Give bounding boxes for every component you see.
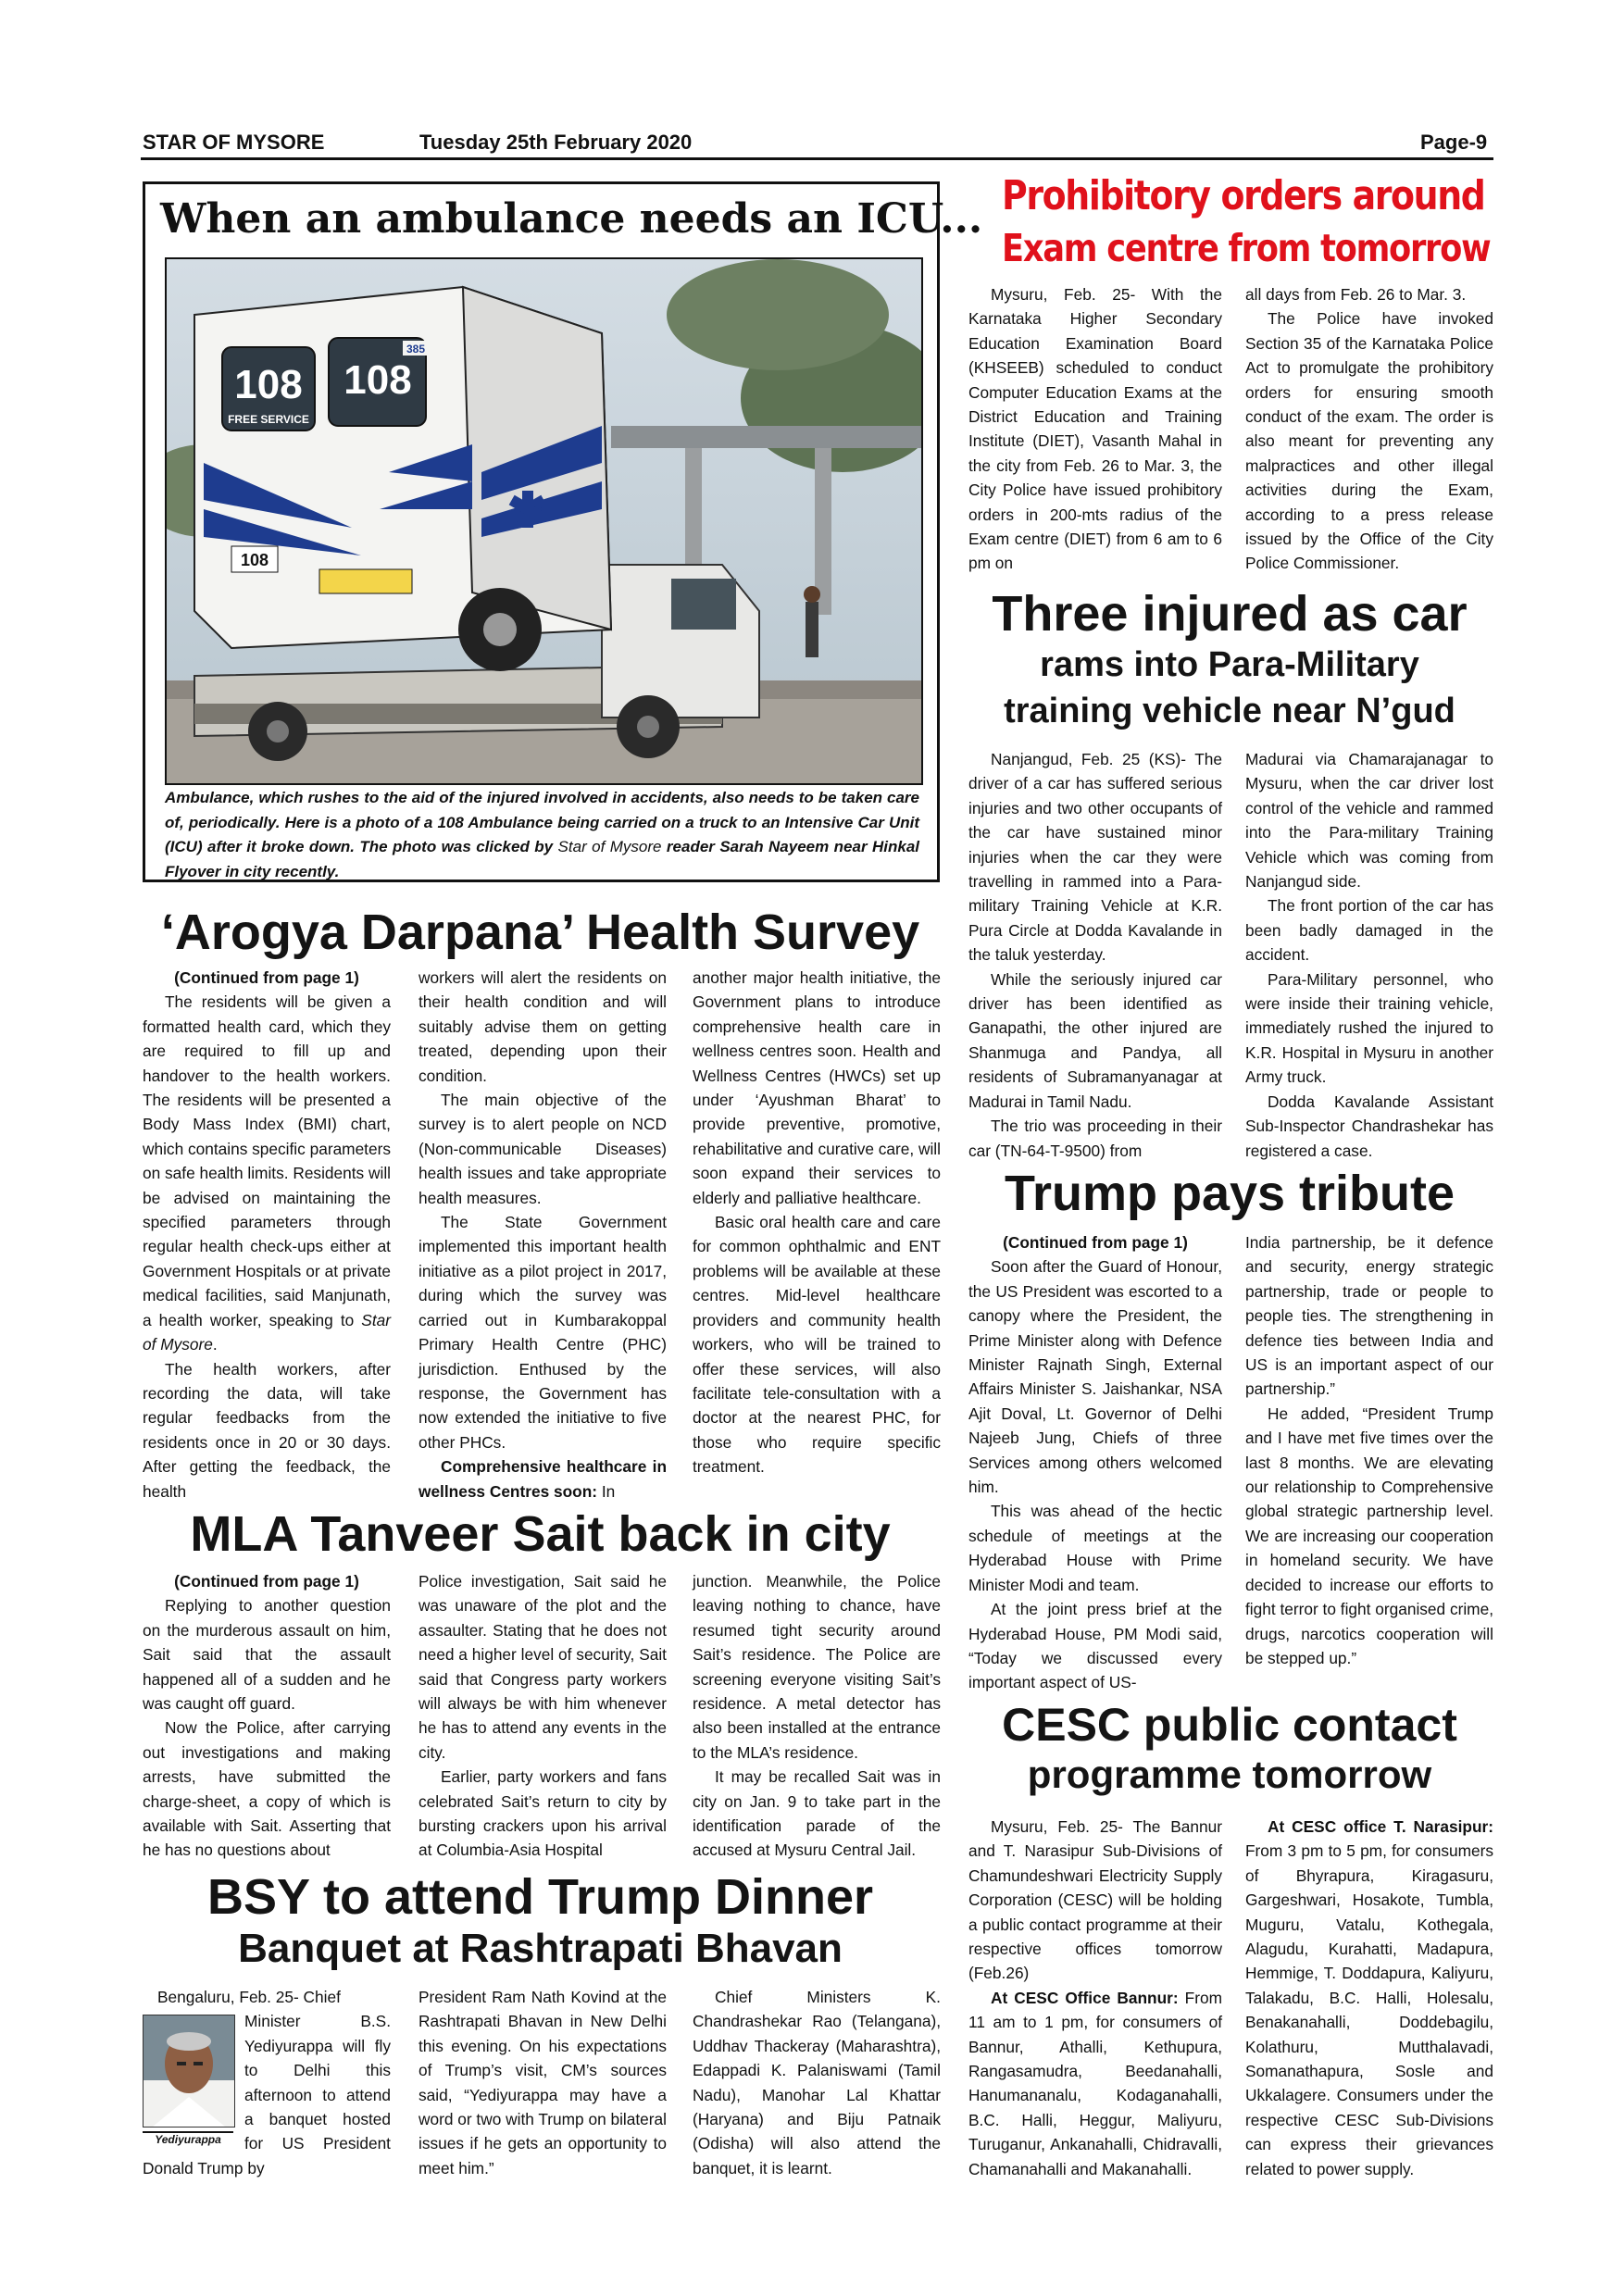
trump-tribute-col2-p1: India partnership, be it defence and security, energy strategic partnership, trade or people to people ties. The strengthening in defence ties between India and US is an important aspect of our partnership.” xyxy=(1245,1233,1493,1399)
photo-label-385: 385 xyxy=(406,343,426,356)
arogya-col1-p2: The health workers, after recording the data, will take regular feedbacks from the residents once in 20 or 30 days. After getting the feedback, the health xyxy=(143,1359,391,1501)
bsy-col1-first: Bengaluru, Feb. 25- Chief xyxy=(157,1988,341,2006)
yediyurappa-photo-caption: Yediyurappa xyxy=(143,2131,233,2146)
ambulance-photo xyxy=(165,257,923,785)
arogya-col2-p1: workers will alert the residents on their health condition and will suitably advise them on getting treated, depending upon their condition. xyxy=(418,968,667,1085)
arogya-col2-p2: The main objective of the survey is to alert people on NCD (Non-communicable Diseases) health issues and take appropriate health measures. xyxy=(418,1091,667,1207)
cesc-col-2 xyxy=(1245,1815,1493,2181)
page-number: Page-9 xyxy=(1420,131,1488,154)
three-injured-col1-p2: While the seriously injured car driver has been identified as Ganapathi, the other injured are Shanmuga and Pandya, all residents of Subramanyanagar at Madurai in Tamil Nadu. xyxy=(968,969,1222,1111)
arogya-subhead: Comprehensive healthcare in wellness Centres soon: xyxy=(418,1457,667,1501)
tanveer-col1-p2: Now the Police, after carrying out investigations and making arrests, have submitted the charge-sheet, a copy of which is available with Sait. Asserting that he has no questions about xyxy=(143,1718,391,1860)
photo-caption-source: Star of Mysore xyxy=(557,838,662,855)
tanveer-col3-p1: junction. Meanwhile, the Police leaving nothing to chance, have resumed tight security around Sait’s residence. The Police are screening everyone visiting Sait’s residence. A metal detector has also been installed at the entrance to the MLA’s residence. xyxy=(693,1572,941,1762)
arogya-col3-p2: Basic oral health care and care for common ophthalmic and ENT problems will be available at these centres. Mid-level healthcare providers and community health workers, who will be trained to offer these services, will also facilitate tele-consultation with a doctor at the nearest PHC, for those who require specific treatment. xyxy=(693,1213,941,1477)
arogya-col2-p4-text: In xyxy=(597,1481,616,1501)
cesc-headline-1: CESC public contact xyxy=(1002,1699,1457,1751)
bsy-headline-1: BSY to attend Trump Dinner xyxy=(206,1869,874,1925)
three-injured-col2-p1: Madurai via Chamarajanagar to Mysuru, when the car driver lost control of the vehicle and rammed into the Para-military Training Vehicle which was coming from Nanjangud side. xyxy=(1245,750,1493,892)
three-injured-col2-p4: Dodda Kavalande Assistant Sub-Inspector Chandrashekar has registered a case. xyxy=(1245,1092,1493,1160)
bsy-col-1 xyxy=(143,1985,391,2180)
bsy-col2-p1: President Ram Nath Kovind at the Rashtrapati Bhavan in New Delhi this evening. On his expectations of Trump’s visit, CM’s sources said, “Yediyurappa may have a word or two with Trump on bilateral issues if he gets an opportunity to meet him.” xyxy=(418,1988,667,2177)
three-injured-col2-p3: Para-Military personnel, who were inside their training vehicle, immediately rushed the injured to K.R. Hospital in Mysuru in another Army truck. xyxy=(1245,969,1493,1087)
trump-tribute-headline: Trump pays tribute xyxy=(1004,1166,1455,1221)
tanveer-continued: (Continued from page 1) xyxy=(174,1572,359,1591)
photo-feature-box xyxy=(143,181,983,882)
arogya-continued: (Continued from page 1) xyxy=(174,968,359,987)
trump-tribute-col-2 xyxy=(1245,1230,1493,1670)
trump-tribute-col2-p2: He added, “President Trump and I have met five times over the last 8 months. We are elevating our relationship to Comprehensive global strategic partnership level. We are increasing our cooperation in homeland security. We have decided to increase our efforts to fight terror to fight organised crime, drugs, narcotics cooperation will be stepped up.” xyxy=(1245,1404,1493,1667)
arogya-col-3 xyxy=(693,966,941,1479)
prohibitory-col-1 xyxy=(968,282,1222,576)
cesc-col2-p1 xyxy=(1245,1815,1493,2181)
bsy-col-2 xyxy=(418,1985,667,2180)
bsy-headline-2: Banquet at Rashtrapati Bhavan xyxy=(238,1926,843,1971)
cesc-col2-p1-text: From 3 pm to 5 pm, for consumers of Bhyrapura, Kiragasuru, Gargeshwari, Hosakote, Tumbla, Muguru, Vatalu, Kothegala, Alagudu, Kurahatti, Madapura, Hemmige, T. Doddapura, Kaliyuru, Talakadu, B.C. Halli, Holesalu, Benakanahalli, Doddebagilu, Kolathuru, Mutthalavadi, Somanathapura, Sosle and Ukkalagere. Consumers under the respective CESC Sub-Divisions can express their grievances related to power supply. xyxy=(1245,1841,1493,2178)
bsy-col3-p1: Chief Ministers K. Chandrashekar Rao (Telangana), Uddhav Thackeray (Maharashtra), Edappadi K. Palaniswami (Tamil Nadu), Manohar Lal Khattar (Haryana) and Biju Patnaik (Odisha) will also attend the banquet, it is learnt. xyxy=(693,1988,941,2177)
photo-caption-text-2: reader Sarah Nayeem near Hinkal Flyover in city recently. xyxy=(165,838,920,880)
three-injured-headline-3: training vehicle near N’gud xyxy=(1004,692,1455,730)
bsy-col1-wrap: Minister B.S. Yediyurappa will fly to Delhi this afternoon to attend a banquet hosted for US President Donald Trump by xyxy=(143,2012,391,2177)
prohibitory-col2-p2: The Police have invoked Section 35 of the Karnataka Police Act to promulgate the prohibitory orders for ensuring smooth conduct of the exam. The order is also meant for preventing any malpractices and other illegal activities during the Exam, according to a press release issued by the Office of the City Police Commissioner. xyxy=(1245,309,1493,573)
issue-date: Tuesday 25th February 2020 xyxy=(419,131,693,154)
trump-tribute-col-1 xyxy=(968,1230,1222,1695)
arogya-col1-p1 xyxy=(143,990,391,1356)
photo-label-108-right: 108 xyxy=(344,357,412,403)
prohibitory-col1-p1: Mysuru, Feb. 25- With the Karnataka Higher Secondary Education Examination Board (KHSEEB) scheduled to conduct Computer Education Exams at the District Education and Training Institute (DIET), Vasanth Mahal in the city from Feb. 26 to Mar. 3, the City Police have issued prohibitory orders in 200-mts radius of the Exam centre (DIET) from 6 am to 6 pm on xyxy=(968,285,1222,573)
arogya-col1-p1-text: The residents will be given a formatted health card, which they are required to fill up and handover to the health workers. The residents will be presented a Body Mass Index (BMI) chart, which contains specific parameters on safe health limits. Residents will be advised on maintaining the specified parameters through regular health check-ups either at Government Hospitals or at private medical facilities, said Manjunath, a health worker, speaking to xyxy=(143,992,391,1329)
yediyurappa-photo xyxy=(143,2015,233,2150)
photo-label-free-service: FREE SERVICE xyxy=(228,413,309,426)
trump-tribute-continued: (Continued from page 1) xyxy=(1003,1233,1188,1252)
arogya-col2-p3: The State Government implemented this important health initiative as a pilot project in 2017, during which the survey was carried out in Kumbarakoppal Primary Health Centre (PHC) jurisdiction. Enthused by the response, the Government has now extended the initiative to five other PHCs. xyxy=(418,1213,667,1452)
photo-label-108-sticker: 108 xyxy=(240,551,269,569)
tanveer-headline: MLA Tanveer Sait back in city xyxy=(190,1506,891,1562)
photo-feature-headline: When an ambulance needs an ICU... xyxy=(160,195,983,243)
arogya-col3-p1: another major health initiative, the Government plans to introduce comprehensive health care in wellness centres soon. Health and Wellness Centres (HWCs) set up under ‘Ayushman Bharat’ to provide preventive, promotive, rehabilitative and curative care, will soon expand their services to elderly and palliative healthcare. xyxy=(693,968,941,1207)
cesc-col1-p2 xyxy=(968,1986,1222,2181)
prohibitory-headline-1: Prohibitory orders around xyxy=(1002,172,1485,219)
tanveer-col1-p1: Replying to another question on the murderous assault on him, Sait said that the assault happened all of a sudden and he was caught off guard. xyxy=(143,1596,391,1714)
paper-name: STAR OF MYSORE xyxy=(143,131,325,154)
three-injured-headline-2: rams into Para-Military xyxy=(1040,645,1419,684)
cesc-headline-2: programme tomorrow xyxy=(1027,1753,1432,1796)
arogya-headline: ‘Arogya Darpana’ Health Survey xyxy=(160,905,920,960)
cesc-bannur-subhead: At CESC Office Bannur: xyxy=(991,1988,1179,2007)
prohibitory-headline-2: Exam centre from tomorrow xyxy=(1002,226,1491,270)
prohibitory-col-2 xyxy=(1245,282,1493,576)
cesc-col-1 xyxy=(968,1815,1222,2181)
cesc-col1-p1: Mysuru, Feb. 25- The Bannur and T. Narasipur Sub-Divisions of Chamundeshwari Electricity Supply Corporation (CESC) will be holding a public contact programme at their respective offices tomorrow (Feb.26) xyxy=(968,1817,1222,1983)
bsy-col-3 xyxy=(693,1985,941,2180)
trump-tribute-col1-p3: At the joint press brief at the Hyderabad House, PM Modi said, “Today we discussed every important aspect of US- xyxy=(968,1600,1222,1692)
three-injured-col1-p3: The trio was proceeding in their car (TN-64-T-9500) from xyxy=(968,1117,1222,1160)
tanveer-col-1 xyxy=(143,1569,391,1863)
cesc-col1-p2-text: From 11 am to 1 pm, for consumers of Bannur, Athalli, Kethupura, Rangasamudra, Beedanahalli, Hanumananalu, Kodaganahalli, B.C. Halli, Heggur, Maliyuru, Turuganur, Ankanahalli, Chidravalli, Chamanahalli and Makanahalli. xyxy=(968,1988,1222,2178)
arogya-col1-p1-source: Star of Mysore xyxy=(143,1310,391,1354)
tanveer-col-3 xyxy=(693,1569,941,1863)
prohibitory-col2-p1: all days from Feb. 26 to Mar. 3. xyxy=(1245,285,1467,304)
arogya-col1-p1-end: . xyxy=(212,1335,218,1354)
photo-caption-text-1: Ambulance, which rushes to the aid of the injured involved in accidents, also needs to be taken care of, periodically. Here is a photo of a 108 Ambulance being carried on a truck to an Intensive Car Unit (ICU) after it broke down. The photo was clicked by xyxy=(165,789,919,855)
trump-tribute-col1-p2: This was ahead of the hectic schedule of meetings at the Hyderabad House with Prime Minister Modi and team. xyxy=(968,1502,1222,1594)
three-injured-headline-1: Three injured as car xyxy=(992,586,1468,642)
three-injured-col2-p2: The front portion of the car has been badly damaged in the accident. xyxy=(1245,896,1493,965)
arogya-col2-p4 xyxy=(418,1454,667,1504)
tanveer-col3-p2: It may be recalled Sait was in city on Jan. 9 to take part in the identification parade of the accused at Mysuru Central Jail. xyxy=(693,1767,941,1860)
three-injured-col1-p1: Nanjangud, Feb. 25 (KS)- The driver of a car has suffered serious injuries and two other occupants of the car have sustained minor injuries when the car they were travelling in rammed into a Para-military Training Vehicle at K.R. Pura Circle at Dodda Kavalande in the taluk yesterday. xyxy=(968,750,1222,965)
ambulance-on-truck-image xyxy=(167,259,921,783)
cesc-narasipur-subhead: At CESC office T. Narasipur: xyxy=(1268,1817,1493,1836)
three-injured-col-2 xyxy=(1245,747,1493,1163)
tanveer-col2-p2: Earlier, party workers and fans celebrated Sait’s return to city by bursting crackers upon his arrival at Columbia-Asia Hospital xyxy=(418,1767,667,1860)
tanveer-col-2 xyxy=(418,1569,667,1863)
arogya-col-2 xyxy=(418,966,667,1504)
photo-caption xyxy=(165,786,919,884)
header-rule xyxy=(141,157,1493,160)
photo-label-108-left: 108 xyxy=(234,362,303,407)
arogya-col-1 xyxy=(143,966,391,1504)
trump-tribute-col1-p1: Soon after the Guard of Honour, the US President was escorted to a canopy where the President, the Prime Minister along with Defence Minister Rajnath Singh, External Affairs Minister S. Jaishankar, NSA Ajit Doval, Lt. Governor of Delhi Najeeb Jung, Chiefs of three Services among others welcomed him. xyxy=(968,1257,1222,1497)
three-injured-col-1 xyxy=(968,747,1222,1163)
tanveer-col2-p1: Police investigation, Sait said he was unaware of the plot and the assaulter. Stating that he does not need a higher level of security, Sait said that Congress party workers will always be with him whenever he has to attend any events in the city. xyxy=(418,1572,667,1762)
